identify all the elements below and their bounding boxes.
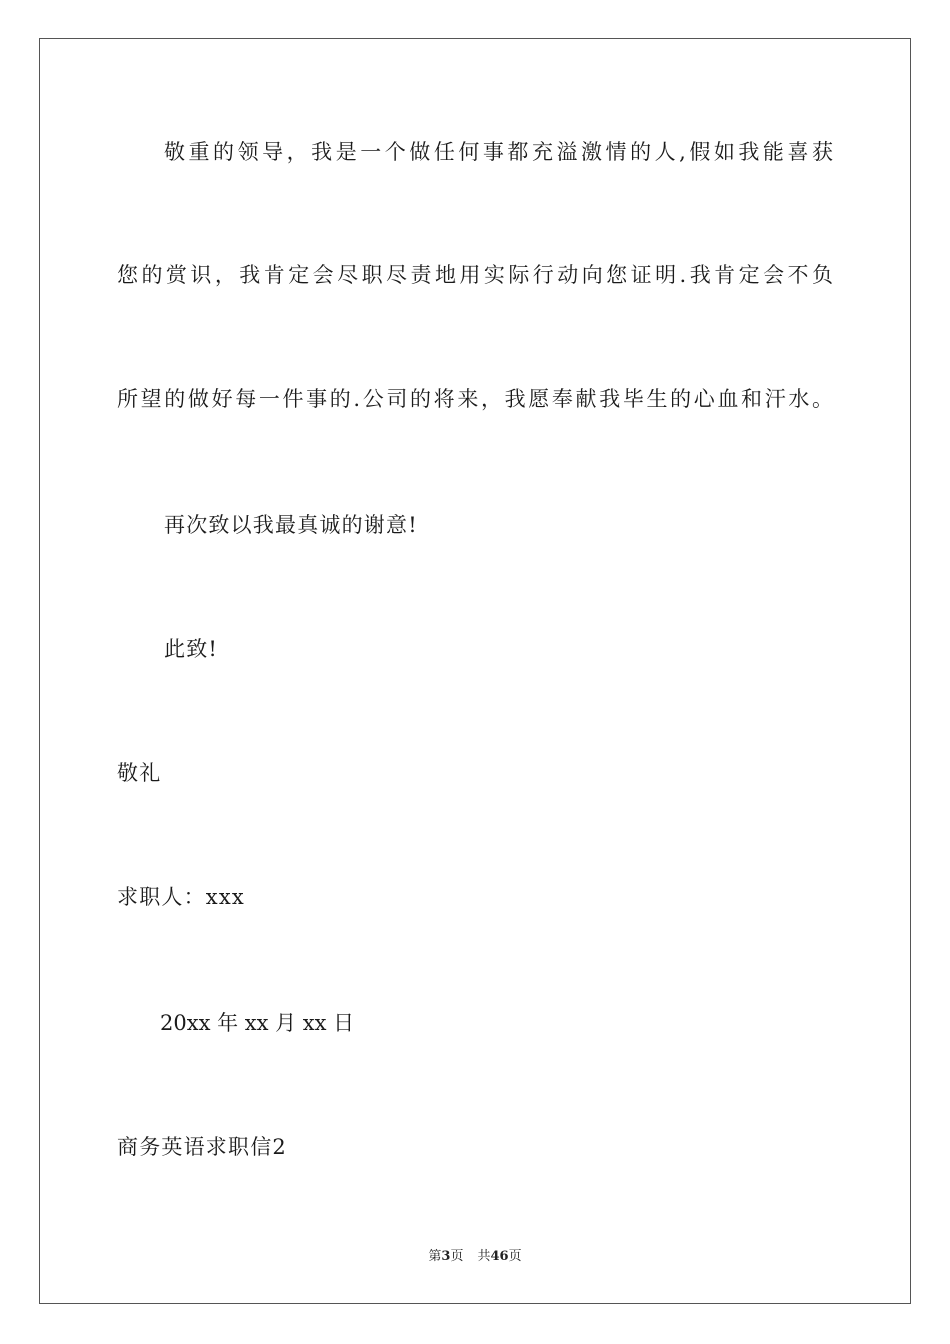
date-line: 20xx 年 xx 月 xx 日 [160, 1011, 355, 1035]
body-paragraph-line-1: 敬重的领导，我是一个做任何事都充溢激情的人,假如我能喜获 [164, 140, 833, 164]
thanks-line: 再次致以我最真诚的谢意! [164, 513, 418, 537]
footer-total-suffix: 页 [508, 1249, 522, 1264]
footer-total-prefix: 共 [477, 1249, 491, 1264]
body-paragraph-line-2: 您的赏识，我肯定会尽职尽责地用实际行动向您证明.我肯定会不负 [117, 263, 833, 287]
closing-line: 此致! [164, 637, 219, 661]
body-paragraph-line-3: 所望的做好每一件事的.公司的将来，我愿奉献我毕生的心血和汗水。 [117, 387, 833, 411]
page-frame [39, 38, 911, 1304]
footer-total-pages: 46 [490, 1249, 509, 1264]
footer-page-suffix: 页 [450, 1249, 464, 1264]
footer-page-prefix: 第 [428, 1249, 442, 1264]
signature-line: 求职人：xxx [117, 885, 245, 909]
section-title: 商务英语求职信2 [117, 1135, 287, 1159]
salute-line: 敬礼 [117, 761, 162, 785]
footer-page-number: 3 [441, 1249, 451, 1264]
page-footer [0, 1248, 950, 1266]
